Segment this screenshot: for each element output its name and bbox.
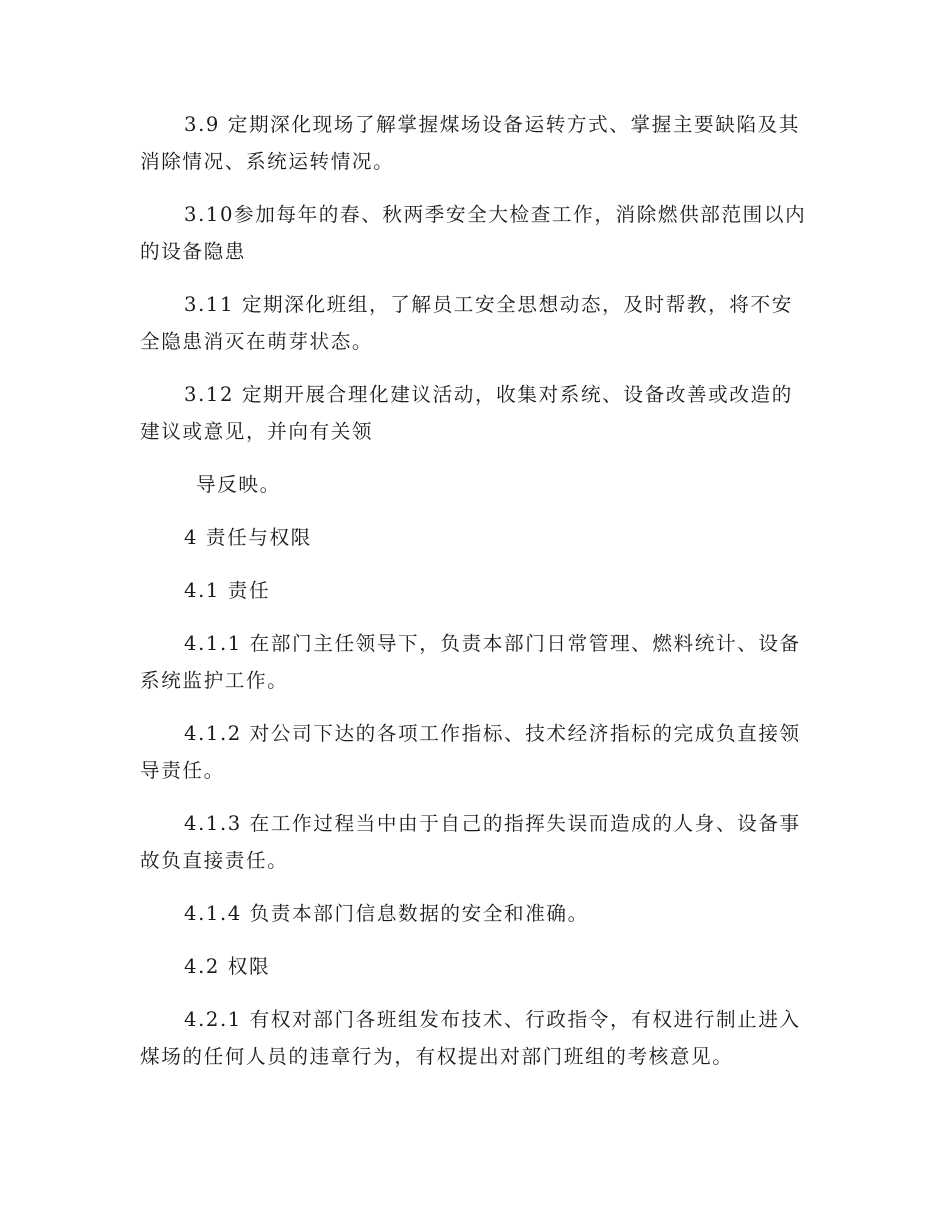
paragraph-3-12: 3.12 定期开展合理化建议活动，收集对系统、设备改善或改造的建议或意见，并向有关领: [140, 383, 793, 443]
section-heading-4: 4 责任与权限: [184, 526, 312, 549]
paragraph-3-10: 3.10参加每年的春、秋两季安全大检查工作，消除燃供部范围以内的设备隐患: [140, 203, 807, 263]
paragraph-3-9: 3.9 定期深化现场了解掌握煤场设备运转方式、掌握主要缺陷及其消除情况、系统运转情况。: [140, 113, 801, 173]
paragraph-4-2-1: 4.2.1 有权对部门各班组发布技术、行政指令，有权进行制止进入煤场的任何人员的违章行为，有权提出对部门班组的考核意见。: [140, 1008, 801, 1068]
section-heading-4-1: 4.1 责任: [184, 579, 271, 602]
section-heading-4-2: 4.2 权限: [184, 955, 271, 978]
paragraph-4-1-3: 4.1.3 在工作过程当中由于自己的指挥失误而造成的人身、设备事故负直接责任。: [140, 812, 801, 872]
document-page: [140, 106, 808, 1091]
paragraph-4-1-2: 4.1.2 对公司下达的各项工作指标、技术经济指标的完成负直接领导责任。: [140, 722, 801, 782]
paragraph-3-12-continuation: 导反映。: [196, 473, 281, 496]
paragraph-4-1-1: 4.1.1 在部门主任领导下，负责本部门日常管理、燃料统计、设备系统监护工作。: [140, 632, 801, 692]
paragraph-3-11: 3.11 定期深化班组，了解员工安全思想动态，及时帮教，将不安全隐患消灭在萌芽状态。: [140, 293, 793, 353]
paragraph-4-1-4: 4.1.4 负责本部门信息数据的安全和准确。: [184, 902, 589, 925]
